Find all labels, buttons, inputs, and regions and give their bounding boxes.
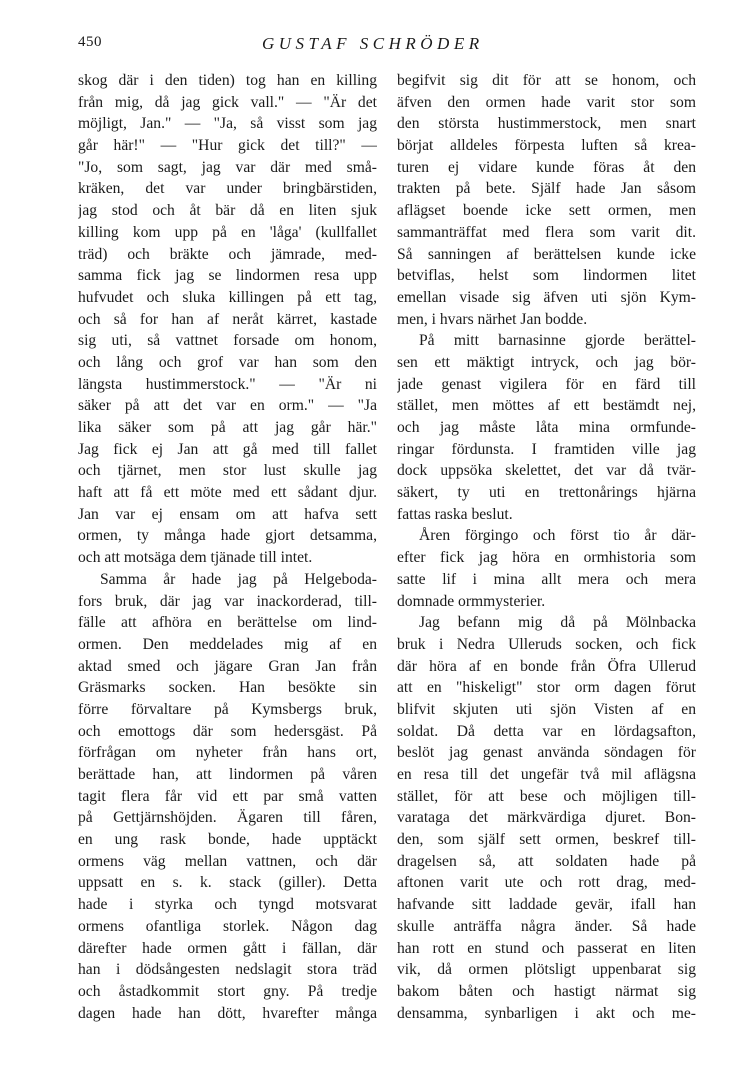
text-line: vik, då ormen plötsligt uppenbarat sig (397, 961, 696, 979)
text-line: men, i hvars närhet Jan bodde. (397, 310, 588, 328)
text-line: emellan visade sig äfven uti sjön Kym- (397, 288, 696, 306)
text-line: och så for han af neråt kärret, kastade (78, 310, 377, 328)
text-line: trakten på bete. Själf hade Jan såsom (397, 180, 696, 198)
text-line: och att motsäga dem tjänade till intet. (78, 549, 313, 567)
text-line: ormens ofantliga storlek. Någon dag (78, 917, 377, 935)
text-line: ormens väg mellan vattnen, och där (78, 852, 377, 870)
text-line: blifvit skjuten uti sjön Visten af en (397, 700, 696, 718)
text-line: Åren förgingo och först tio år där- (419, 527, 696, 545)
text-line: soldat. Då detta var en lördagsafton, (397, 722, 696, 740)
text-line: förre förvaltare på Kymsbergs bruk, (78, 700, 377, 718)
text-line: "Jo, som sagt, jag var där med små- (78, 158, 377, 176)
text-line: betviflas, helst som lindormen litet (397, 267, 696, 285)
right-column (397, 70, 696, 1024)
text-line: och jag måste låta mina ormfunde- (397, 419, 696, 436)
text-line: dragelsen så, att soldaten hade på (397, 852, 696, 870)
text-line: och tjärnet, men stor lust skulle jag (78, 462, 377, 480)
text-line: lika säker som på att jag går här." (78, 419, 377, 436)
text-line: Så sanningen af berättelsen kunde icke (397, 245, 696, 263)
running-head: GUSTAF SCHRÖDER (262, 34, 484, 53)
text-line: dagen hade han dött, hvarefter många (78, 1004, 377, 1022)
text-line: Jan var ej ensam om att hafva sett (78, 505, 377, 523)
text-line: sammanträffat med flera som varit dit. (397, 223, 696, 241)
text-line: att en "hiskeligt" stor orm dagen förut (397, 679, 696, 697)
text-line: på Gettjärnshöjden. Ägaren till fåren, (78, 809, 377, 827)
text-line: sen ett mäktigt intryck, och jag bör- (397, 353, 696, 371)
text-line: tagit flera får vid ett par små vatten (78, 787, 377, 805)
text-line: bruk i Nedra Ulleruds socken, och fick (397, 635, 696, 653)
text-line: samma fick jag se lindormen resa upp (78, 267, 377, 285)
text-line: Jag fick ej Jan att gå med till fallet (78, 440, 377, 458)
text-line: skulle anträffa några änder. Så hade (397, 917, 696, 935)
text-line: dock uppsöka skelettet, det var då tvär- (397, 462, 696, 480)
text-line: en resa till det ungefär två mil aflägsna (397, 766, 696, 783)
text-line: hafvande sitt laddade gevär, ifall han (397, 896, 696, 914)
text-line: börjat alldeles förpesta luften så krea- (397, 137, 696, 155)
text-line: domnade ormmysterier. (397, 592, 546, 610)
text-line: fälle att afhöra en berättelse om lind- (78, 614, 377, 632)
page-header (0, 34, 736, 58)
text-line: fors bruk, där jag var inackorderad, till- (78, 592, 377, 610)
text-line: ormen. Den meddelades mig af en (78, 635, 377, 653)
text-line: turen ej vidare kunde föras åt den (397, 158, 696, 176)
text-line: därefter hade ormen gått i fällan, där (78, 939, 377, 957)
text-line: Samma år hade jag på Helgeboda- (100, 570, 377, 588)
text-line: den största hustimmerstock, men snart (397, 115, 696, 133)
text-line: säkert, ty uti en trettonårings hjärna (397, 484, 696, 502)
text-line: begifvit sig dit för att se honom, och (397, 72, 696, 89)
text-line: och åstadkommit stort gny. På tredje (78, 982, 377, 1000)
text-line: träd) och bräkte och jämrade, med- (78, 245, 377, 263)
text-line: ringar fördunsta. I framtiden ville jag (397, 440, 696, 458)
text-line: aftonen varit ute och rott drag, med- (397, 874, 696, 892)
text-line: där höra af en bonde från Öfra Ullerud (397, 657, 696, 675)
text-line: aflägset boende icke sett ormen, men (397, 202, 696, 220)
text-line: kräken, det var under bringbärstiden, (78, 180, 377, 198)
page-number: 450 (78, 34, 102, 50)
text-line: från mig, då jag gick vall." — "Är det (78, 93, 377, 111)
text-line: beslöt jag genast använda söndagen för (397, 744, 696, 762)
text-line: berättade han, att lindormen på våren (78, 766, 377, 783)
text-line: sig uti, så vattnet forsade om honom, (78, 332, 377, 350)
text-line: hufvudet och sluka killingen på ett tag, (78, 288, 377, 306)
text-line: äfven den ormen hade varit stor som (397, 93, 696, 111)
text-line: Jag befann mig då på Mölnbacka (419, 614, 696, 632)
text-line: jag stod och åt bär då en liten sjuk (78, 202, 377, 220)
text-line: bakom båten och hastigt närmat sig (397, 982, 696, 1000)
text-line: möjligt, Jan." — "Ja, så visst som jag (78, 115, 377, 133)
text-line: uppsatt en s. k. stack (giller). Detta (78, 874, 377, 892)
text-line: ormen, ty många hade gjort detsamma, (78, 527, 377, 545)
text-line: killing kom upp på en 'låga' (kullfallet (78, 223, 377, 241)
text-line: fattas raska beslut. (397, 505, 513, 523)
text-line: satte lif i mina allt mera och mera (397, 570, 696, 588)
text-line: han i dödsångesten nedslagit stora träd (78, 961, 377, 979)
text-line: jade genast vigilera för en färd till (397, 375, 696, 393)
text-line: hade i styrka och tyngd motsvarat (78, 896, 377, 914)
text-line: skog där i den tiden) tog han en killing (78, 72, 377, 89)
text-line: densamma, synbarligen i akt och me- (397, 1004, 696, 1022)
text-line: varataga det märkvärdiga djuret. Bon- (397, 809, 696, 827)
text-line: säker på att det var en orm." — "Ja (78, 397, 377, 415)
text-line: och emottogs där som hedersgäst. På (78, 722, 377, 740)
text-line: aktad smed och jägare Gran Jan från (78, 657, 377, 675)
text-line: förfrågan om nyheter från hans ort, (78, 744, 377, 762)
text-line: efter fick jag höra en ormhistoria som (397, 549, 696, 567)
text-line: längsta hustimmerstock." — "Är ni (78, 375, 377, 393)
text-line: stället, men möttes af ett bestämdt nej, (397, 397, 696, 415)
left-column (78, 70, 377, 1024)
text-line: Gräsmarks socken. Han besökte sin (78, 679, 377, 697)
text-line: och lång och grof var han som den (78, 353, 377, 371)
text-line: haft att få ett möte med ett sådant djur. (78, 484, 377, 502)
text-line: den, som själf sett ormen, beskref till- (397, 831, 696, 849)
text-line: stället, för att bese och möjligen till- (397, 787, 696, 805)
text-line: går här!" — "Hur gick det till?" — (78, 137, 377, 155)
text-line: en ung rask bonde, hade upptäckt (78, 831, 377, 849)
text-line: På mitt barnasinne gjorde berättel- (419, 332, 696, 350)
text-line: han rott en stund och passerat en liten (397, 939, 696, 957)
